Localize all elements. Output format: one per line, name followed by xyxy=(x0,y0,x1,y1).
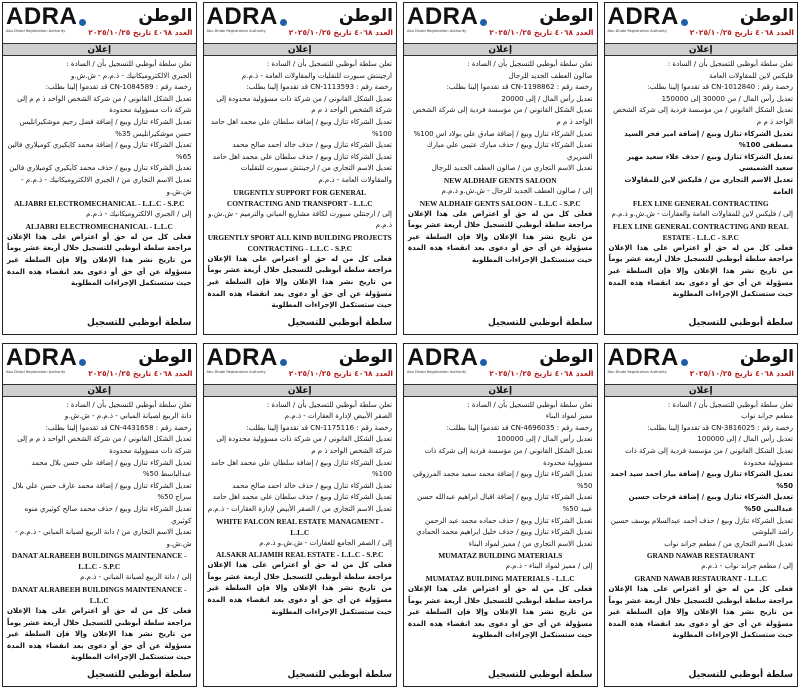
adra-dot-icon xyxy=(79,19,86,26)
notice-title: إعلان xyxy=(404,43,597,56)
notice-line: رخصة رقم : CN-1175116 قد تقدموا إلينا بطلب: xyxy=(246,423,392,432)
notice-body xyxy=(404,56,597,314)
adra-logo xyxy=(206,343,287,375)
notice-header xyxy=(3,3,196,43)
notice-line: تعديل الشكل القانوني / من مؤسسة فردية إلى شركة الشخص الواحد ذ م م xyxy=(613,106,793,126)
notice-line: فعلى كل من له حق أو اعتراض على هذا الإعلان مراجعة سلطة أبوظبي للتسجيل خلال أربعة عشر يوماً من تاريخ نشر هذا الإعلان وإلا فإن السلطة غير مسؤولة عن أي حق أو دعوى بعد انقضاء هذه المدة حيث ستستكمل الإجراءات المطلوبة xyxy=(408,585,593,640)
adra-wordmark: ADRA xyxy=(607,343,679,371)
alwatan-masthead xyxy=(489,5,593,37)
english-trade-name: WHITE FALCON REAL ESTATE MANAGMENT - L.L.C xyxy=(216,516,384,537)
notice-line: تعديل الشكل القانوني / من مؤسسة فردية إلى شركة ذات مسؤولية محدودة xyxy=(625,447,793,467)
notice-line: تعديل الشركاء تنازل وبيع / حذف خالد احمد صالح محمد xyxy=(232,481,392,490)
notice-line: تعلن سلطة أبوظبي للتسجيل بأن / السادة : xyxy=(266,400,392,409)
adra-dot-icon xyxy=(480,19,487,26)
issue-date: العدد ٤٠٦٨ تاريخ ٢٠٢٥/١٠/٢٥ xyxy=(88,28,193,37)
adra-dot-icon xyxy=(681,19,688,26)
alwatan-masthead xyxy=(489,346,593,378)
legal-notice xyxy=(203,343,398,687)
notice-body xyxy=(3,397,196,666)
alwatan-logo: الوطن xyxy=(138,346,193,367)
adra-subtitle: Abu Dhabi Registration Authority xyxy=(206,369,266,374)
adra-logo xyxy=(6,343,86,375)
adra-logo xyxy=(207,5,287,34)
notice-line: تعلن سلطة أبوظبي للتسجيل بأن / السادة : xyxy=(266,60,392,68)
notice-line: تعديل الاسم التجاري من / دانة الربيع لصيانة المباني - ذ.م.م - ش.ش.و xyxy=(15,528,192,548)
english-trade-name: DANAT ALRABEEH BUILDINGS MAINTENANCE - L.L.C xyxy=(11,585,187,605)
english-trade-name: NEW ALDHAIF GENTS SALOON xyxy=(443,175,557,185)
alwatan-masthead xyxy=(289,346,393,378)
notice-line: تعديل الشركاء تنازل وبيع / حذف محمد كايكيري كوميلاري فالين xyxy=(9,164,192,173)
notice-line: تعديل الشركاء تنازل وبيع / إضافة فرحات حسين عبدالنبي 50% xyxy=(628,493,793,514)
notice-line: إلى / دانة الربيع لصيانة المباني - ذ.م.م xyxy=(80,573,192,582)
notice-line: فعلى كل من له حق أو اعتراض على هذا الإعلان مراجعة سلطة أبوظبي للتسجيل خلال أربعة عشر يوماً من تاريخ نشر هذا الإعلان وإلا فإن السلطة غير مسؤولة عن أي حق أو دعوى بعد انقضاء هذه المدة حيث ستستكمل الإجراءات المطلوبة xyxy=(7,232,192,288)
legal-notice xyxy=(604,2,799,335)
issue-date: العدد ٤٠٦٨ تاريخ ٢٠٢٥/١٠/٢٥ xyxy=(88,368,193,378)
notice-line: تعديل الاسم التجاري من / الجبري الالكتروميكانيك - ذ.م.م - ش.ش.و xyxy=(21,175,192,196)
english-trade-name: DANAT ALRABEEH BUILDINGS MAINTENANCE - L.L.C - S.P.C xyxy=(11,551,187,572)
notice-title: إعلان xyxy=(204,43,397,56)
notice-line: تعديل الشركاء تنازل وبيع / إضافة علي حسن بلال محمد عبدالباسط 50% xyxy=(31,458,192,479)
adra-wordmark: ADRA xyxy=(407,343,479,371)
notice-line: رخصة رقم : CN-3816025 قد تقدموا إلينا بطلب: xyxy=(647,423,793,432)
notice-line: تعديل الشكل القانوني / من شركة ذات مسؤولية محدودة إلى شركة الشخص الواحد ذ م م xyxy=(216,435,392,456)
alwatan-logo: الوطن xyxy=(138,6,193,26)
notice-line: تعديل الشركاء تنازل وبيع / إضافة امير فخر السيد مصطفى 100% xyxy=(624,129,793,150)
notice-line: تعديل الشركاء تنازل وبيع / حذف خالد احمد صالح محمد xyxy=(232,141,392,150)
english-trade-name: FLEX LINE GENERAL CONTRACTING AND REAL ESTATE - L.L.C - S.P.C xyxy=(612,221,789,242)
notice-body xyxy=(204,56,397,314)
notice-line: تعديل الشكل القانوني / من شركة الشخص الواحد ذ م م إلى شركة ذات مسؤولية محدودة xyxy=(17,435,192,456)
legal-notice xyxy=(2,343,197,687)
notice-header xyxy=(605,3,798,43)
notice-line: إلى / مطعم جراند نواب - ذ.م.م xyxy=(701,562,793,571)
legal-notice xyxy=(203,2,398,335)
alwatan-masthead xyxy=(289,5,393,37)
adra-wordmark: ADRA xyxy=(6,3,78,30)
adra-dot-icon xyxy=(280,359,287,366)
notice-line: تعديل الشركاء تنازل وبيع / إضافة محمد كايكيري كوميلاري فالين 65% xyxy=(7,141,192,161)
notice-line: تعديل الشكل القانوني / من مؤسسة فردية إلى شركة الشخص الواحد ذ م م xyxy=(412,106,593,126)
alwatan-logo: الوطن xyxy=(539,6,594,26)
notice-title: إعلان xyxy=(605,384,798,397)
english-trade-name: GRAND NAWAB RESTAURANT xyxy=(646,551,755,561)
notice-line: تعديل رأس المال / إلى 100000 xyxy=(697,435,793,444)
adra-subtitle: Abu Dhabi Registration Authority xyxy=(407,29,467,33)
notice-line: فليكس لاين للمقاولات العامة xyxy=(709,71,793,80)
english-trade-name: GRAND NAWAB RESTAURANT - L.L.C xyxy=(634,574,768,583)
adra-wordmark: ADRA xyxy=(206,3,278,30)
notice-line: تعلن سلطة أبوظبي للتسجيل بأن / السادة : xyxy=(66,60,192,68)
notice-line: تعديل الاسم التجاري من / الصقر الأبيض لإدارة العقارات - ذ.م.م xyxy=(207,505,392,514)
notice-body xyxy=(605,397,798,666)
notice-line: صالون العطف الجديد للرجال xyxy=(508,71,593,80)
issue-date: العدد ٤٠٦٨ تاريخ ٢٠٢٥/١٠/٢٥ xyxy=(489,28,594,37)
notice-title: إعلان xyxy=(3,384,196,397)
notice-line: مطعم جراند نواب xyxy=(741,412,793,421)
notice-line: تعلن سلطة أبوظبي للتسجيل بأن / السادة : xyxy=(66,400,192,409)
notice-line: تعديل الشركاء تنازل وبيع / حذف أحمد عبدالسلام يوسف حسين راشد البلوشي xyxy=(610,516,793,537)
notice-body xyxy=(605,56,798,314)
issue-date: العدد ٤٠٦٨ تاريخ ٢٠٢٥/١٠/٢٥ xyxy=(689,368,794,378)
notice-line: رخصة رقم : CN-1084589 قد تقدموا إلينا بطلب: xyxy=(45,83,192,92)
adra-dot-icon xyxy=(280,19,287,26)
notice-line: تعديل رأس المال / إلى 100000 xyxy=(496,435,593,444)
notice-signature: سلطة أبوظبي للتسجيل xyxy=(488,669,593,680)
notice-line: تعديل الاسم التجاري من / صالون العطف الجديد للرجال xyxy=(431,164,593,173)
notice-line: تعديل الشركاء تنازل وبيع / حذف خليل ابراهيم محمد الحمادي xyxy=(416,528,593,537)
notice-signature: سلطة أبوظبي للتسجيل xyxy=(688,669,793,680)
adra-logo xyxy=(407,343,487,375)
alwatan-masthead xyxy=(88,5,192,37)
notice-line: تعديل رأس المال / إلى 20000 xyxy=(501,94,593,103)
notice-title: إعلان xyxy=(605,43,798,56)
notice-line: إلى / فليكس لاين للمقاولات العامة والعقارات - ش.ش.و ذ.م.م xyxy=(611,210,793,219)
notice-line: مميز لمواد البناء xyxy=(545,412,593,421)
notice-line: تعديل الشركاء تنازل وبيع / حذف محمد صالح كوثيري منوه كوثيري xyxy=(24,505,192,525)
notice-line: تعديل الشركاء تنازل وبيع / إضافة محمد عارف حسن علي بلال سراج 50% xyxy=(12,481,192,502)
notice-line: فعلى كل من له حق أو اعتراض على هذا الإعلان مراجعة سلطة أبوظبي للتسجيل خلال أربعة عشر يوماً من تاريخ نشر هذا الإعلان وإلا فإن السلطة غير مسؤولة عن أي حق أو دعوى بعد انقضاء هذه المدة حيث ستستكمل الإجراءات المطلوبة xyxy=(608,585,793,640)
notice-line: تعديل الشركاء تنازل وبيع / حذف حماده محمد عبد الرحمن xyxy=(424,516,593,525)
notice-line: دانة الربيع لصيانة المباني - ذ.م.م - ش.ش.و xyxy=(64,412,192,421)
notice-signature: سلطة أبوظبي للتسجيل xyxy=(287,669,392,680)
english-trade-name: URGENTLY SPORT ALL KIND BUILDING PROJECTS CONTRACTING - L.L.C - S.P.C xyxy=(207,232,392,253)
notices-grid xyxy=(2,2,798,680)
notice-signature: سلطة أبوظبي للتسجيل xyxy=(287,317,392,328)
adra-wordmark: ADRA xyxy=(6,343,78,371)
adra-logo xyxy=(607,343,688,375)
notice-line: تعلن سلطة أبوظبي للتسجيل بأن / السادة : xyxy=(667,400,793,409)
legal-notice xyxy=(2,2,197,335)
legal-notice xyxy=(604,343,799,687)
adra-subtitle: Abu Dhabi Registration Authority xyxy=(607,369,667,374)
notice-title: إعلان xyxy=(404,384,597,397)
notice-line: تعديل الشكل القانوني / من شركة ذات مسؤولية محدودة إلى شركة الشخص الواحد ذ م م xyxy=(216,94,392,115)
notice-line: تعديل الشركاء تنازل وبيع / إضافة سلطان علي محمد اهل حامد 100% xyxy=(210,117,392,138)
adra-logo xyxy=(407,5,487,34)
notice-line: تعديل الشركاء تنازل وبيع / حذف علاء سعيد مهير سعيد الشميسي xyxy=(627,152,793,173)
notice-line: فعلى كل من له حق أو اعتراض على هذا الإعلان مراجعة سلطة أبوظبي للتسجيل خلال أربعة عشر يوماً من تاريخ نشر هذا الإعلان وإلا فإن السلطة غير مسؤولة عن أي حق أو دعوى بعد انقضاء هذه المدة حيث ستستكمل الإجراءات المطلوبة xyxy=(207,254,392,310)
notice-line: إلى / الجبري الالكتروميكانيك - ذ.م.م xyxy=(86,210,192,219)
notice-line: فعلى كل من له حق أو اعتراض على هذا الإعلان مراجعة سلطة أبوظبي للتسجيل خلال أربعة عشر يوماً من تاريخ نشر هذا الإعلان وإلا فإن السلطة غير مسؤولة عن أي حق أو دعوى بعد انقضاء هذه المدة حيث ستستكمل الإجراءات المطلوبة xyxy=(408,209,593,264)
notice-line: تعديل الاسم التجاري من / مطعم جراند نواب xyxy=(664,539,793,548)
notice-line: الجبري الالكتروميكانيك - ذ.م.م - ش.ش.و xyxy=(71,71,192,80)
issue-date: العدد ٤٠٦٨ تاريخ ٢٠٢٥/١٠/٢٥ xyxy=(288,368,393,378)
notice-line: تعديل الشركاء تنازل وبيع / إضافة فضل رحيم موشكيرانليس حسن موشكيرانليس 35% xyxy=(19,117,192,138)
notice-line: رخصة رقم : CN-4431658 قد تقدموا إلينا بطلب: xyxy=(45,423,192,432)
adra-logo xyxy=(608,5,688,34)
notice-line: تعديل الشكل القانوني / من مؤسسة فردية إلى شركة ذات مسؤولية محدودة xyxy=(424,447,593,467)
notice-line: الصقر الأبيض لإدارة العقارات - ذ.م.م xyxy=(284,412,392,421)
adra-subtitle: Abu Dhabi Registration Authority xyxy=(6,369,66,374)
notice-line: تعديل الشركاء تنازل وبيع / حذف سلطان علي محمد اهل حامد xyxy=(212,152,392,161)
notice-line: تعديل الاسم التجاري من / فليكس لاين للمقاولات العامة xyxy=(624,175,793,196)
notice-body xyxy=(204,397,397,666)
notice-line: تعديل الشركاء تنازل وبيع / إضافة بيار احمد سيد احمد 50% xyxy=(610,470,793,490)
notice-body xyxy=(404,397,597,666)
english-trade-name: MUMATAZ BUILDING MATERIALS - L.L.C xyxy=(425,574,575,583)
notice-header xyxy=(204,3,397,43)
notice-signature: سلطة أبوظبي للتسجيل xyxy=(688,317,793,328)
legal-notice xyxy=(403,2,598,335)
alwatan-logo: الوطن xyxy=(338,346,393,367)
notice-line: فعلى كل من له حق أو اعتراض على هذا الإعلان مراجعة سلطة أبوظبي للتسجيل خلال أربعة عشر يوماً من تاريخ نشر هذا الإعلان وإلا فإن السلطة غير مسؤولة عن أي حق أو دعوى بعد انقضاء هذه المدة حيث ستستكمل الإجراءات المطلوبة xyxy=(7,607,192,662)
notice-line: فعلى كل من له حق أو اعتراض على هذا الإعلان مراجعة سلطة أبوظبي للتسجيل خلال أربعة عشر يوماً من تاريخ نشر هذا الإعلان وإلا فإن السلطة غير مسؤولة عن أي حق أو دعوى بعد انقضاء هذه المدة حيث ستستكمل الإجراءات المطلوبة xyxy=(608,243,793,299)
notice-line: تعلن سلطة أبوظبي للتسجيل بأن / السادة : xyxy=(667,60,793,68)
notice-header xyxy=(3,344,196,384)
english-trade-name: MUMATAZ BUILDING MATERIALS xyxy=(438,551,563,561)
notice-line: رخصة رقم : CN-1012840 قد تقدموا إلينا بطلب: xyxy=(647,83,793,92)
english-trade-name: FLEX LINE GENERAL CONTRACTING xyxy=(632,199,769,209)
alwatan-logo: الوطن xyxy=(539,346,594,367)
adra-logo xyxy=(6,5,86,34)
notice-line: إلى / مميز لمواد البناء - ذ.م.م xyxy=(505,562,593,571)
adra-dot-icon xyxy=(480,359,487,366)
notice-line: تعديل الشركاء تنازل وبيع / إضافة سلطان علي محمد اهل حامد 100% xyxy=(210,458,392,479)
english-trade-name: ALSAKR ALJAMIH REAL ESTATE - L.L.C - S.P.C xyxy=(216,550,384,560)
issue-date: العدد ٤٠٦٨ تاريخ ٢٠٢٥/١٠/٢٥ xyxy=(689,28,794,37)
notice-header xyxy=(404,344,597,384)
adra-subtitle: Abu Dhabi Registration Authority xyxy=(6,29,66,33)
adra-subtitle: Abu Dhabi Registration Authority xyxy=(206,29,266,33)
notice-line: تعديل الشركاء تنازل وبيع / إضافة صادق علي بولاد اس 100% xyxy=(413,129,593,138)
adra-subtitle: Abu Dhabi Registration Authority xyxy=(407,369,467,374)
english-trade-name: NEW ALDHAIF GENTS SALOON - L.L.C - S.P.C xyxy=(419,198,581,208)
notice-title: إعلان xyxy=(204,384,397,397)
issue-date: العدد ٤٠٦٨ تاريخ ٢٠٢٥/١٠/٢٥ xyxy=(288,28,393,37)
notice-line: تعديل الشكل القانوني / من شركة الشخص الواحد ذ م م إلى شركة ذات مسؤولية محدودة xyxy=(17,94,192,115)
adra-wordmark: ADRA xyxy=(206,343,278,371)
adra-dot-icon xyxy=(681,359,688,366)
notice-line: فعلى كل من له حق أو اعتراض على هذا الإعلان مراجعة سلطة أبوظبي للتسجيل خلال أربعة عشر يوماً من تاريخ نشر هذا الإعلان وإلا فإن السلطة غير مسؤولة عن أي حق أو دعوى بعد انقضاء هذه المدة حيث ستستكمل الإجراءات المطلوبة xyxy=(207,561,392,616)
alwatan-masthead xyxy=(88,346,192,378)
english-trade-name: ALJABRI ELECTROMECHANICAL - L.L.C - S.P.C xyxy=(14,199,185,209)
alwatan-logo: الوطن xyxy=(739,6,794,26)
alwatan-logo: الوطن xyxy=(739,346,794,367)
legal-notice xyxy=(403,343,598,687)
notice-line: إلى / الصقر الجامع للعقارات - ش.ش.و ذ.م.م xyxy=(259,538,392,547)
notice-line: تعديل الاسم التجاري من / ارجينتش سبورت للنقليات والمقاولات العامة - ذ.م.م xyxy=(240,164,392,184)
english-trade-name: ALJABRI ELECTROMECHANICAL - L.L.C xyxy=(25,221,173,231)
notice-line: إلى / ارجنتلي سبورت لكافة مشاريع المباني والترميم - ش.ش.و ذ.م.م xyxy=(208,209,392,230)
notice-title: إعلان xyxy=(3,43,196,56)
adra-wordmark: ADRA xyxy=(607,3,679,30)
notice-line: رخصة رقم : CN-1113593 قد تقدموا إلينا بطلب: xyxy=(246,83,392,92)
english-trade-name: URGENTLY SUPPORT FOR GENERAL CONTRACTING AND TRANSPORT - L.L.C xyxy=(226,187,373,208)
notice-line: تعديل الشركاء تنازل وبيع / إضافة اقبال ابراهيم عبدالله حسن عبيد 50% xyxy=(417,493,593,514)
notice-line: تعديل الشركاء تنازل وبيع / حذف سلطان علي محمد اهل حامد xyxy=(212,493,392,502)
notice-line: رخصة رقم : CN-4696035 قد تقدموا إلينا بطلب: xyxy=(446,423,593,432)
notice-line: تعديل الشركاء تنازل وبيع / إضافة محمد سعيد محمد المرزوقي 50% xyxy=(413,470,593,490)
notice-header xyxy=(404,3,597,43)
notice-header xyxy=(204,344,397,384)
adra-subtitle: Abu Dhabi Registration Authority xyxy=(607,29,667,33)
notice-line: رخصة رقم : CN-1198862 قد تقدموا إلينا بطلب: xyxy=(446,83,593,92)
notice-line: تعديل الاسم التجاري من / مميز لمواد البناء xyxy=(468,539,593,548)
notice-signature: سلطة أبوظبي للتسجيل xyxy=(87,317,192,328)
notice-line: تعلن سلطة أبوظبي للتسجيل بأن / السادة : xyxy=(467,60,593,68)
notice-line: إلى / صالون العطف الجديد للرجال - ش.ش.و ذ.م.م xyxy=(441,186,593,195)
alwatan-logo: الوطن xyxy=(338,6,393,26)
alwatan-masthead xyxy=(690,346,794,378)
notice-line: تعديل الشركاء تنازل وبيع / حذف مبارك عتيبي علي مبارك السريري xyxy=(426,141,593,161)
notice-body xyxy=(3,56,196,314)
notice-line: تعديل رأس المال / من 30000 إلى 150000 xyxy=(661,94,793,103)
issue-date: العدد ٤٠٦٨ تاريخ ٢٠٢٥/١٠/٢٥ xyxy=(489,368,594,378)
notice-line: تعلن سلطة أبوظبي للتسجيل بأن / السادة : xyxy=(467,400,593,409)
alwatan-masthead xyxy=(690,5,794,37)
adra-wordmark: ADRA xyxy=(407,3,479,30)
notice-signature: سلطة أبوظبي للتسجيل xyxy=(87,669,192,680)
notice-line: ارجينتش سبورت للنقليات والمقاولات العامة - ذ.م.م xyxy=(241,71,392,80)
adra-dot-icon xyxy=(79,359,86,366)
notice-header xyxy=(605,344,798,384)
notice-signature: سلطة أبوظبي للتسجيل xyxy=(488,317,593,328)
